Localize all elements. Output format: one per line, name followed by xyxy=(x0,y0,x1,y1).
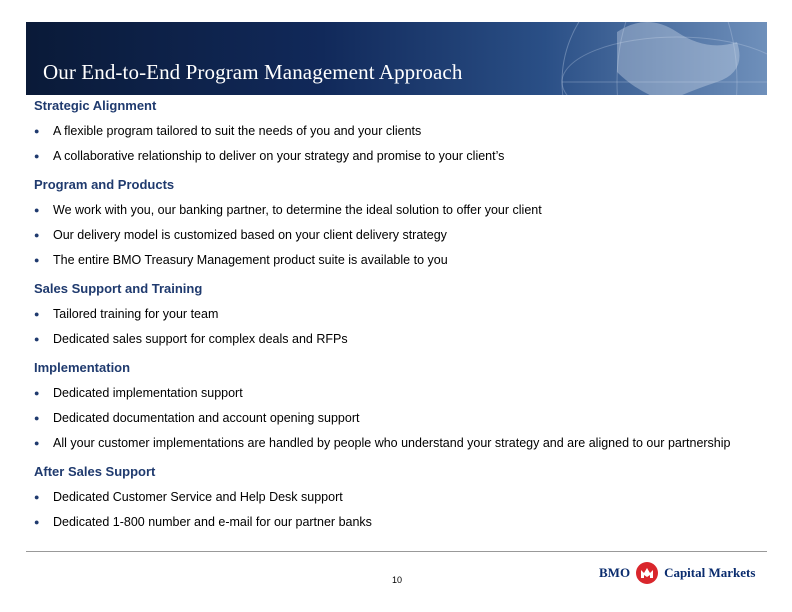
list-item-text: Dedicated sales support for complex deals and RFPs xyxy=(53,332,348,346)
bullet-icon: ● xyxy=(34,126,40,136)
section-program-and-products xyxy=(34,177,764,268)
globe-graphic xyxy=(507,22,767,95)
bullet-icon: ● xyxy=(34,255,40,265)
title-banner xyxy=(26,22,767,95)
list-item xyxy=(34,514,764,530)
bullet-list xyxy=(34,123,764,164)
list-item-text: A collaborative relationship to deliver on your strategy and promise to your client’s xyxy=(53,149,505,163)
page-number: 10 xyxy=(392,575,403,585)
bullet-icon: ● xyxy=(34,230,40,240)
list-item xyxy=(34,123,764,139)
bullet-icon: ● xyxy=(34,438,40,448)
bmo-roundel-icon xyxy=(636,562,658,584)
section-heading: Implementation xyxy=(34,360,131,375)
list-item xyxy=(34,489,764,505)
logo-bmo-text: BMO xyxy=(599,565,631,580)
list-item xyxy=(34,306,764,322)
list-item-text: Dedicated 1-800 number and e-mail for our partner banks xyxy=(53,515,372,529)
page-title: Our End-to-End Program Management Approach xyxy=(43,60,463,84)
list-item xyxy=(34,148,764,164)
section-strategic-alignment xyxy=(34,98,764,164)
list-item-text: All your customer implementations are handled by people who understand your strategy and are aligned to our partnership xyxy=(53,436,731,450)
list-item xyxy=(34,385,764,401)
list-item xyxy=(34,331,764,347)
list-item xyxy=(34,252,764,268)
bullet-icon: ● xyxy=(34,517,40,527)
section-heading: After Sales Support xyxy=(34,464,156,479)
bullet-icon: ● xyxy=(34,413,40,423)
list-item xyxy=(34,435,764,451)
list-item-text: We work with you, our banking partner, to determine the ideal solution to offer your client xyxy=(53,203,542,217)
bullet-list xyxy=(34,489,764,530)
roundel-m-icon xyxy=(640,567,654,579)
section-after-sales-support xyxy=(34,464,764,530)
bullet-icon: ● xyxy=(34,205,40,215)
list-item xyxy=(34,202,764,218)
section-sales-support-and-training xyxy=(34,281,764,347)
list-item xyxy=(34,227,764,243)
logo-capital-markets-text: Capital Markets xyxy=(664,565,756,580)
bmo-capital-markets-logo xyxy=(599,561,755,585)
bullet-list xyxy=(34,202,764,268)
list-item-text: Dedicated implementation support xyxy=(53,386,243,400)
section-heading: Strategic Alignment xyxy=(34,98,157,113)
bullet-icon: ● xyxy=(34,309,40,319)
bullet-icon: ● xyxy=(34,388,40,398)
list-item xyxy=(34,410,764,426)
list-item-text: A flexible program tailored to suit the needs of you and your clients xyxy=(53,124,422,138)
bullet-icon: ● xyxy=(34,492,40,502)
list-item-text: Tailored training for your team xyxy=(53,307,219,321)
section-heading: Program and Products xyxy=(34,177,175,192)
content-body xyxy=(34,98,764,530)
bullet-icon: ● xyxy=(34,334,40,344)
section-heading: Sales Support and Training xyxy=(34,281,203,296)
section-implementation xyxy=(34,360,764,451)
list-item-text: Our delivery model is customized based on your client delivery strategy xyxy=(53,228,447,242)
bullet-list xyxy=(34,385,764,451)
bullet-icon: ● xyxy=(34,151,40,161)
list-item-text: Dedicated Customer Service and Help Desk support xyxy=(53,490,343,504)
bullet-list xyxy=(34,306,764,347)
footer-divider xyxy=(26,551,767,552)
list-item-text: Dedicated documentation and account opening support xyxy=(53,411,360,425)
list-item-text: The entire BMO Treasury Management product suite is available to you xyxy=(53,253,448,267)
